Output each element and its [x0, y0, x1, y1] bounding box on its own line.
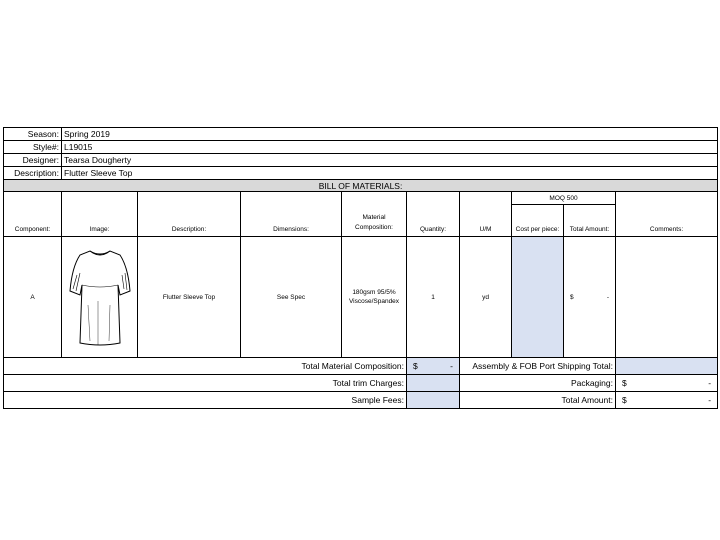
col-dimensions: Dimensions: [241, 192, 342, 237]
total-material-currency: $ [413, 361, 418, 371]
designer-label: Designer: [4, 154, 62, 167]
designer-row [4, 154, 718, 167]
grand-total-value[interactable] [616, 392, 718, 409]
season-row [4, 128, 718, 141]
comments-cell[interactable] [616, 237, 718, 358]
season-label: Season: [4, 128, 62, 141]
table-row [4, 237, 718, 358]
assembly-value[interactable] [616, 358, 718, 375]
sample-label: Sample Fees: [4, 392, 407, 409]
total-material-label: Total Material Composition: [4, 358, 407, 375]
grand-total-amount: - [708, 395, 712, 405]
total-currency: $ [570, 293, 574, 301]
designer-value[interactable]: Tearsa Dougherty [62, 154, 718, 167]
packaging-value[interactable] [616, 375, 718, 392]
image-cell [62, 237, 138, 358]
col-material: Material Composition: [342, 192, 407, 237]
description-value[interactable]: Flutter Sleeve Top [62, 167, 718, 180]
total-amount-label: Total Amount: [460, 392, 616, 409]
trim-value[interactable] [407, 375, 460, 392]
cost-per-piece-cell[interactable] [512, 237, 564, 358]
um-cell[interactable]: yd [460, 237, 512, 358]
col-cost-per-piece: Cost per piece: [512, 205, 564, 237]
col-total-amount: Total Amount: [564, 205, 616, 237]
total-material-amount: - [450, 361, 453, 371]
material-cell[interactable]: 180gsm 95/5% Viscose/Spandex [342, 237, 407, 358]
packaging-currency: $ [622, 378, 627, 388]
col-component: Component: [4, 192, 62, 237]
assembly-label: Assembly & FOB Port Shipping Total: [460, 358, 616, 375]
component-cell[interactable]: A [4, 237, 62, 358]
packaging-amount: - [708, 378, 712, 388]
total-value: - [606, 293, 609, 301]
style-row [4, 141, 718, 154]
packaging-label: Packaging: [460, 375, 616, 392]
col-image: Image: [62, 192, 138, 237]
style-value[interactable]: L19015 [62, 141, 718, 154]
col-um: U/M [460, 192, 512, 237]
total-amount-cell[interactable] [564, 237, 616, 358]
bom-title: BILL OF MATERIALS: [4, 180, 718, 192]
col-quantity: Quantity: [407, 192, 460, 237]
style-label: Style#: [4, 141, 62, 154]
bill-of-materials-sheet [3, 127, 718, 409]
description-label: Description: [4, 167, 62, 180]
dimensions-cell[interactable]: See Spec [241, 237, 342, 358]
col-description: Description: [138, 192, 241, 237]
trim-label: Total trim Charges: [4, 375, 407, 392]
quantity-cell[interactable]: 1 [407, 237, 460, 358]
sample-value[interactable] [407, 392, 460, 409]
season-value[interactable]: Spring 2019 [62, 128, 718, 141]
garment-sketch-icon [68, 245, 132, 349]
col-comments: Comments: [616, 192, 718, 237]
description-cell[interactable]: Flutter Sleeve Top [138, 237, 241, 358]
description-row [4, 167, 718, 180]
moq-header: MOQ 500 [512, 192, 616, 205]
total-material-value[interactable] [407, 358, 460, 375]
grand-total-currency: $ [622, 395, 627, 405]
